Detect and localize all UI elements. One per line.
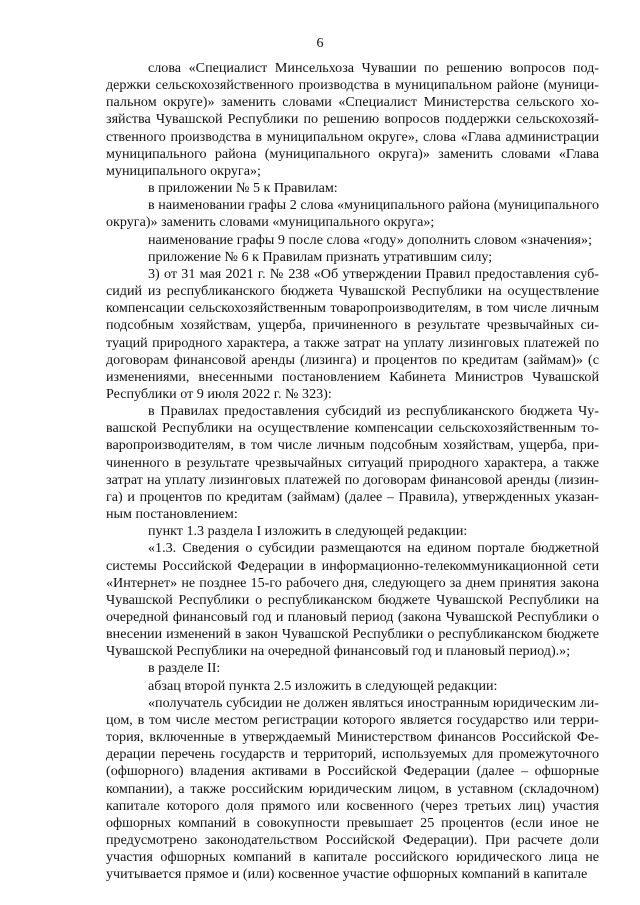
paragraph: в разделе II: [148, 660, 221, 677]
paragraph: «1.3. Сведения о субсидии размещаются на едином портале бюджетной системы Российской Федерации в информационно-телекоммуникационной сети «Интернет» не позднее 15-го рабочего дня, следующего за днем принятия закона Чувашской Республики о республиканском бюджете Чувашской Республики на очередной финансовый год и плановый период (закона Чувашской Республики о внесении изменений в закон Чувашской Республики о республиканском бюджете Чувашской Республики на очередной финансовый год и плановый период).»; [106, 540, 599, 660]
paragraph: пункт 1.3 раздела I изложить в следующей редакции: [148, 523, 468, 540]
paragraph: в приложении № 5 к Правилам: [148, 180, 338, 197]
paragraph: в наименовании графы 2 слова «муниципального района (муниципального округа)» заменить словами «муниципального округа»; [106, 197, 599, 231]
document-body [106, 60, 599, 884]
paragraph: «получатель субсидии не должен являться иностранным юридическим лицом, в том числе местом регистрации которого является государство или территория, включенные в утверждаемый Министерством финансов Российской Федерации перечень государств и территорий, используемых для промежуточного (офшорного) владения активами в Российской Федерации (далее – офшорные компании), а также российским юридическим лицом, в уставном (складочном) капитале которого доля прямого или косвенного (через третьих лиц) участия офшорных компаний в совокупности превышает 25 процентов (если иное не предусмотрено законодательством Российской Федерации). При расчете доли участия офшорных компаний в капитале российского юридического лица не учитывается прямое и (или) косвенное участие офшорных компаний в капитале [106, 694, 599, 883]
paragraph: 3) от 31 мая 2021 г. № 238 «Об утверждении Правил предоставления субсидий из республиканского бюджета Чувашской Республики на осуществление компенсации сельскохозяйственным товаропроизводителям, в том числе личным подсобным хозяйствам, ущерба, причиненного в результате чрезвычайных ситуаций природного характера, а также затрат на уплату лизинговых платежей по договорам финансовой аренды (лизинга) и процентов по кредитам (займам)» (с изменениями, внесенными постановлением Кабинета Министров Чувашской Республики от 9 июля 2022 г. № 323): [106, 265, 599, 402]
paragraph: абзац второй пункта 2.5 изложить в следующей редакции: [148, 677, 498, 694]
paragraph: слова «Специалист Минсельхоза Чувашии по решению вопросов поддержки сельскохозяйственного производства в муниципальном районе (муниципальном округе)» заменить словами «Специалист Министерства сельского хозяйства Чувашской Республики по решению вопросов поддержки сельскохозяйственного производства в муниципальном округе», слова «Глава администрации муниципального района (муниципального округа)» заменить словами «Глава муниципального округа»; [106, 60, 599, 179]
paragraph: наименование графы 9 после слова «году» дополнить словом «значения»; [148, 231, 593, 248]
paragraph: приложение № 6 к Правилам признать утратившим силу; [148, 248, 493, 265]
page-number: 6 [316, 36, 324, 51]
paragraph: в Правилах предоставления субсидий из республиканского бюджета Чувашской Республики на осуществление компенсации сельскохозяйственным товаропроизводителям, в том числе личным подсобным хозяйствам, ущерба, причиненного в результате чрезвычайных ситуаций природного характера, а также затрат на уплату лизинговых платежей по договорам финансовой аренды (лизинга) и процентов по кредитам (займам) (далее – Правила), утвержденных указанным постановлением: [106, 403, 599, 523]
